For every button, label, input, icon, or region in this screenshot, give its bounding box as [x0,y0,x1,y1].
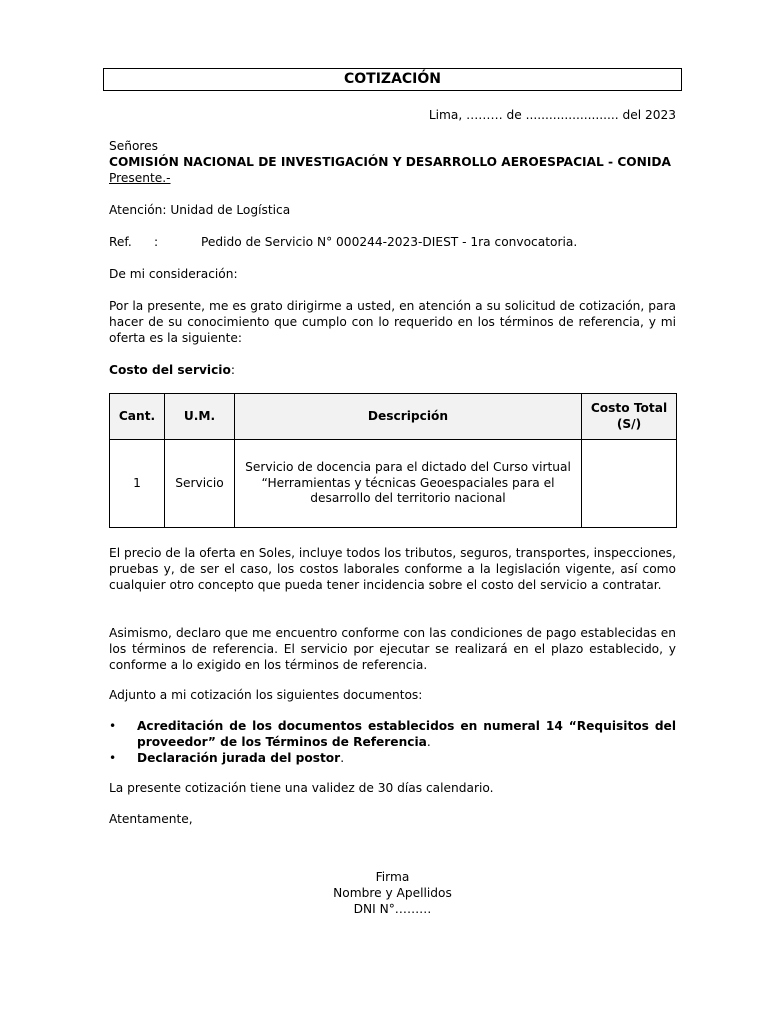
intro-paragraph: Por la presente, me es grato dirigirme a usted, en atención a su solicitud de cotización, para hacer de su conocimiento que cumplo con lo requerido en los términos de referencia, y mi oferta es la siguiente: [109,299,676,345]
list-item [109,719,676,751]
table-header-row [110,394,677,440]
attachments-intro: Adjunto a mi cotización los siguientes documentos: [109,688,423,702]
ref-colon: : [154,235,159,249]
closing-line: Atentamente, [109,812,193,826]
ref-text: Pedido de Servicio N° 000244-2023-DIEST - 1ra convocatoria. [201,235,578,249]
header-total: Costo Total (S/) [582,394,677,440]
header-unit: U.M. [165,394,235,440]
header-qty: Cant. [110,394,165,440]
cell-unit: Servicio [165,440,235,528]
cell-qty: 1 [110,440,165,528]
cost-heading-colon: : [230,363,235,377]
attachment-text: Declaración jurada del postor [137,750,341,765]
bullet: • [109,750,117,765]
attachment-text: Acreditación de los documentos establecidos en numeral 14 “Requisitos del proveedor” de los Términos de Referencia [137,719,676,749]
ref-label: Ref. [109,235,132,249]
attachment-suffix: . [426,734,431,749]
cost-heading [109,363,676,379]
attention-line: Atención: Unidad de Logística [109,203,291,217]
signature-dni-label: DNI N°……… [353,901,432,916]
addressee-block [109,139,676,186]
addressee-name: COMISIÓN NACIONAL DE INVESTIGACIÓN Y DESARROLLO AEROESPACIAL - CONIDA [109,154,671,169]
header-description: Descripción [235,394,582,440]
document-title: COTIZACIÓN [103,68,682,91]
signature-label: Firma [375,870,410,884]
reference-line [109,235,676,251]
salutation: Señores [109,139,159,153]
list-item [109,751,676,767]
bullet: • [109,719,117,733]
table-row [110,440,677,528]
greeting: De mi consideración: [109,267,238,281]
cell-description: Servicio de docencia para el dictado del Curso virtual “Herramientas y técnicas Geoespaciales para el desarrollo del territorio nacional [235,440,582,528]
present-label: Presente.- [109,170,171,185]
cost-table [109,393,677,528]
attachment-suffix: . [340,750,345,765]
signature-name-label: Nombre y Apellidos [333,885,452,900]
price-paragraph: El precio de la oferta en Soles, incluye todos los tributos, seguros, transportes, inspecciones, pruebas y, de ser el caso, los costos laborales conforme a la legislación vigente, así como cualquier otro concepto que pueda tener incidencia sobre el costo del servicio a contratar. [109,546,676,592]
date-line: Lima, ……… de ........................ del 2023 [428,108,676,122]
attachments-list [109,719,676,766]
validity-line: La presente cotización tiene una validez de 30 días calendario. [109,781,494,795]
cell-total [582,440,677,528]
cost-heading-text: Costo del servicio [109,363,231,377]
conditions-paragraph: Asimismo, declaro que me encuentro conforme con las condiciones de pago establecidas en los términos de referencia. El servicio por ejecutar se realizará en el plazo establecido, y conforme a lo exigido en los términos de referencia. [109,626,676,672]
signature-block [109,870,676,917]
